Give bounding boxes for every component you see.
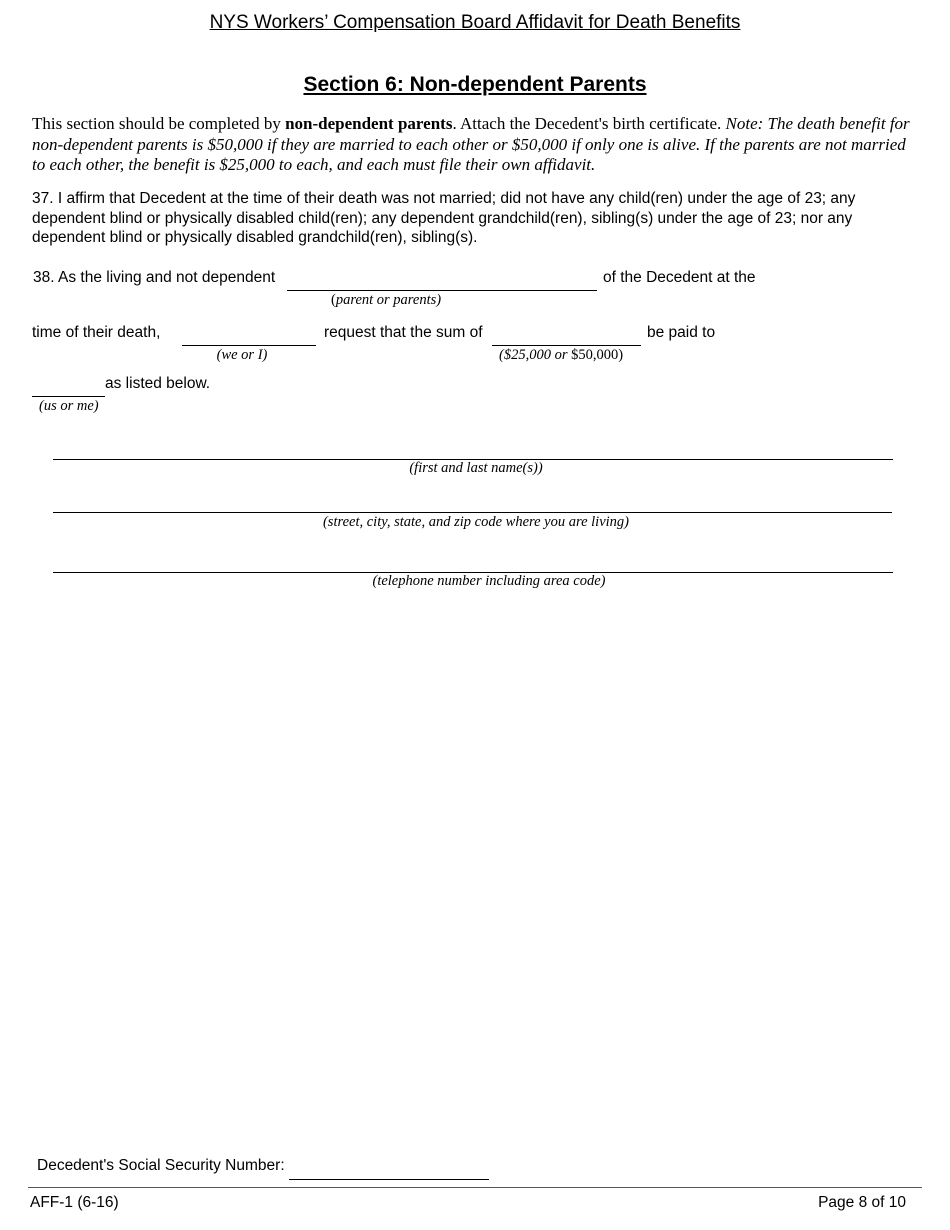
benefit-amount-field[interactable]: [492, 345, 641, 346]
intro-emphasis: non-dependent parents: [285, 114, 453, 133]
ssn-field[interactable]: [289, 1179, 489, 1180]
address-caption: (street, city, state, and zip code where you are living): [322, 514, 630, 530]
amount-caption-plain: $50,000): [571, 347, 624, 363]
parent-or-parents-caption: [331, 292, 441, 309]
item-38-row3-end: as listed below.: [105, 375, 211, 392]
item-38-row2-end: be paid to: [647, 324, 716, 341]
intro-note: Note: The death benefit for non-dependent parents is $50,000 if they are married to each other or $50,000 if only one is alive. If the parents are not married to each other, the benefit is $25,000 to each, and each must file their own affidavit.: [32, 114, 910, 174]
we-or-i-field[interactable]: [182, 345, 316, 346]
we-or-i-caption: (we or I): [216, 347, 268, 363]
item-37-text: 37. I affirm that Decedent at the time of their death was not married; did not have any child(ren) under the age of 23; any dependent blind or physically disabled child(ren); any dependent grandchild(ren), sibling(s) under the age of 23; nor any dependent blind or physically disabled grandchild(ren), sibling(s).: [32, 190, 856, 246]
amount-caption-italic: ($25,000 or: [499, 347, 572, 363]
us-or-me-caption: (us or me): [39, 398, 99, 414]
phone-caption: (telephone number including area code): [372, 573, 606, 589]
name-caption: (first and last name(s)): [409, 460, 543, 476]
page-number: Page 8 of 10: [818, 1194, 906, 1211]
us-or-me-field[interactable]: [32, 396, 105, 397]
footer-divider: [28, 1187, 922, 1188]
parent-caption-text: parent or parents): [335, 292, 442, 308]
address-field[interactable]: [53, 512, 892, 513]
document-title: NYS Workers’ Compensation Board Affidavit for Death Benefits: [209, 12, 741, 33]
parent-caption-open: (: [331, 292, 336, 308]
intro-lead: This section should be completed by: [32, 114, 286, 133]
parent-or-parents-field[interactable]: [287, 290, 597, 291]
item-38-row1-start: 38. As the living and not dependent: [33, 269, 276, 286]
intro-after: . Attach the Decedent's birth certificate.: [452, 114, 726, 133]
section-intro: [32, 114, 922, 176]
item-38-row2-mid: request that the sum of: [324, 324, 483, 341]
item-38-row2-start: time of their death,: [32, 324, 161, 341]
form-id: AFF-1 (6-16): [30, 1194, 119, 1211]
section-title: Section 6: Non-dependent Parents: [303, 73, 647, 96]
ssn-label: Decedent's Social Security Number:: [37, 1157, 285, 1174]
item-38-row1-end: of the Decedent at the: [603, 269, 756, 286]
benefit-amount-caption: [499, 347, 623, 364]
